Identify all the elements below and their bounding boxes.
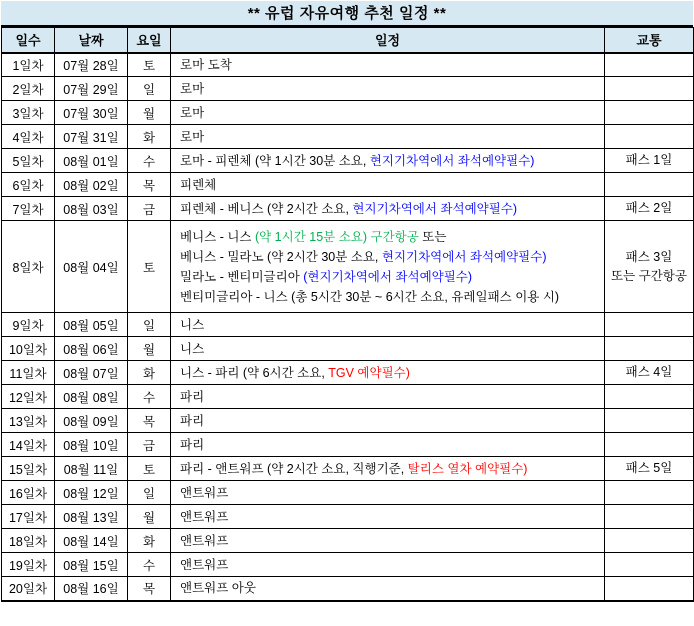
schedule-line (180, 555, 604, 575)
schedule-cell (171, 385, 605, 409)
weekday-cell: 월 (128, 101, 171, 125)
transport-cell (605, 433, 694, 457)
page-title: ** 유럽 자유여행 추천 일정 ** (1, 1, 693, 27)
table-row (2, 361, 694, 385)
weekday-cell: 금 (128, 433, 171, 457)
schedule-line (180, 227, 604, 247)
table-row (2, 481, 694, 505)
transport-cell (605, 173, 694, 197)
table-row (2, 53, 694, 77)
table-row (2, 577, 694, 601)
date-cell: 08월 01일 (55, 149, 128, 173)
schedule-cell (171, 197, 605, 221)
date-cell: 08월 08일 (55, 385, 128, 409)
schedule-cell (171, 337, 605, 361)
schedule-line (180, 199, 604, 219)
weekday-cell: 수 (128, 385, 171, 409)
schedule-segment: 앤트워프 (180, 557, 229, 572)
weekday-cell: 일 (128, 481, 171, 505)
day-cell: 13일차 (2, 409, 55, 433)
weekday-cell: 토 (128, 221, 171, 313)
transport-line: 패스 1일 (625, 153, 673, 167)
table-row (2, 313, 694, 337)
transport-cell (605, 53, 694, 77)
schedule-line (180, 79, 604, 99)
date-cell: 08월 16일 (55, 577, 128, 601)
schedule-line (180, 531, 604, 551)
schedule-segment: 피렌체 - 베니스 (약 2시간 소요, (180, 201, 353, 216)
schedule-cell (171, 53, 605, 77)
transport-cell (605, 409, 694, 433)
transport-cell (605, 361, 694, 385)
schedule-line (180, 339, 604, 359)
transport-cell (605, 313, 694, 337)
weekday-cell: 일 (128, 77, 171, 101)
day-cell: 11일차 (2, 361, 55, 385)
schedule-segment: 베니스 - 밀라노 (약 2시간 30분 소요, (180, 249, 382, 264)
schedule-line (180, 507, 604, 527)
weekday-cell: 목 (128, 577, 171, 601)
table-row (2, 149, 694, 173)
transport-cell (605, 337, 694, 361)
schedule-segment: 벤티미글리아 - 니스 (총 5시간 30분 ~ 6시간 소요, 유레일패스 이용 시) (180, 289, 560, 304)
transport-line: 패스 5일 (625, 461, 673, 475)
day-cell: 7일차 (2, 197, 55, 221)
schedule-cell (171, 77, 605, 101)
transport-cell (605, 577, 694, 601)
table-row (2, 553, 694, 577)
schedule-line (180, 435, 604, 455)
schedule-line (180, 175, 604, 195)
weekday-cell: 월 (128, 337, 171, 361)
schedule-segment: 앤트워프 (180, 485, 229, 500)
table-row (2, 457, 694, 481)
transport-cell (605, 101, 694, 125)
schedule-segment: 앤트워프 (180, 533, 229, 548)
date-cell: 07월 28일 (55, 53, 128, 77)
table-row (2, 77, 694, 101)
transport-cell (605, 125, 694, 149)
transport-cell (605, 505, 694, 529)
schedule-cell (171, 553, 605, 577)
column-header-date: 날짜 (55, 28, 128, 53)
table-row (2, 433, 694, 457)
schedule-cell (171, 577, 605, 601)
weekday-cell: 일 (128, 313, 171, 337)
weekday-cell: 목 (128, 173, 171, 197)
schedule-segment-red: TGV 예약필수) (328, 365, 410, 380)
date-cell: 08월 09일 (55, 409, 128, 433)
schedule-line (180, 411, 604, 431)
date-cell: 07월 29일 (55, 77, 128, 101)
date-cell: 08월 12일 (55, 481, 128, 505)
weekday-cell: 수 (128, 553, 171, 577)
table-row (2, 221, 694, 313)
schedule-segment: 니스 - 파리 (약 6시간 소요, (180, 365, 329, 380)
schedule-line (180, 363, 604, 383)
date-cell: 08월 03일 (55, 197, 128, 221)
schedule-segment: 파리 (180, 413, 205, 428)
schedule-line (180, 387, 604, 407)
schedule-cell (171, 125, 605, 149)
day-cell: 16일차 (2, 481, 55, 505)
day-cell: 6일차 (2, 173, 55, 197)
schedule-cell (171, 361, 605, 385)
table-row (2, 125, 694, 149)
schedule-cell (171, 433, 605, 457)
schedule-line (180, 459, 604, 479)
weekday-cell: 목 (128, 409, 171, 433)
day-cell: 18일차 (2, 529, 55, 553)
column-header-schedule: 일정 (171, 28, 605, 53)
schedule-line (180, 315, 604, 335)
table-row (2, 173, 694, 197)
date-cell: 08월 10일 (55, 433, 128, 457)
schedule-cell (171, 529, 605, 553)
schedule-segment-blue: (현지기차역에서 좌석예약필수) (303, 269, 473, 284)
date-cell: 07월 30일 (55, 101, 128, 125)
date-cell: 08월 04일 (55, 221, 128, 313)
schedule-segment: 앤트워프 아웃 (180, 581, 256, 596)
schedule-segment: 파리 (180, 437, 205, 452)
schedule-segment: 앤트워프 (180, 509, 229, 524)
schedule-segment: 니스 (180, 317, 205, 332)
schedule-segment-blue: 현지기차역에서 좌석예약필수) (352, 201, 518, 216)
day-cell: 14일차 (2, 433, 55, 457)
schedule-line (180, 247, 604, 267)
date-cell: 08월 02일 (55, 173, 128, 197)
schedule-line (180, 151, 604, 171)
weekday-cell: 금 (128, 197, 171, 221)
schedule-segment: 로마 (180, 81, 205, 96)
transport-cell (605, 221, 694, 313)
table-row (2, 505, 694, 529)
weekday-cell: 화 (128, 125, 171, 149)
day-cell: 12일차 (2, 385, 55, 409)
day-cell: 10일차 (2, 337, 55, 361)
schedule-cell (171, 101, 605, 125)
schedule-segment: 베니스 - 니스 (180, 229, 255, 244)
day-cell: 19일차 (2, 553, 55, 577)
transport-cell (605, 481, 694, 505)
transport-cell (605, 457, 694, 481)
column-header-transport: 교통 (605, 28, 694, 53)
weekday-cell: 토 (128, 53, 171, 77)
schedule-segment: 밀라노 - 벤티미글리아 (180, 269, 304, 284)
table-row (2, 529, 694, 553)
weekday-cell: 수 (128, 149, 171, 173)
schedule-segment: 파리 - 앤트워프 (약 2시간 소요, 직행기준, (180, 461, 408, 476)
schedule-line (180, 578, 604, 598)
transport-cell (605, 385, 694, 409)
schedule-line (180, 267, 604, 287)
weekday-cell: 화 (128, 361, 171, 385)
date-cell: 08월 05일 (55, 313, 128, 337)
transport-cell (605, 197, 694, 221)
transport-line: 또는 구간항공 (611, 268, 687, 283)
schedule-cell (171, 173, 605, 197)
date-cell: 08월 15일 (55, 553, 128, 577)
transport-line: 패스 3일 (625, 249, 673, 264)
table-row (2, 197, 694, 221)
date-cell: 08월 11일 (55, 457, 128, 481)
date-cell: 08월 07일 (55, 361, 128, 385)
schedule-cell (171, 505, 605, 529)
transport-line: 패스 4일 (625, 365, 673, 379)
schedule-segment: 로마 (180, 105, 205, 120)
itinerary-table (1, 27, 694, 602)
schedule-line (180, 287, 604, 307)
column-header-weekday: 요일 (128, 28, 171, 53)
day-cell: 5일차 (2, 149, 55, 173)
transport-line: 패스 2일 (625, 201, 673, 215)
schedule-line (180, 127, 604, 147)
day-cell: 2일차 (2, 77, 55, 101)
schedule-cell (171, 409, 605, 433)
schedule-segment: 로마 - 피렌체 (약 1시간 30분 소요, (180, 153, 370, 168)
weekday-cell: 토 (128, 457, 171, 481)
schedule-segment: 파리 (180, 389, 205, 404)
schedule-segment: 니스 (180, 341, 205, 356)
schedule-segment: 로마 (180, 129, 205, 144)
schedule-cell (171, 481, 605, 505)
table-row (2, 385, 694, 409)
day-cell: 15일차 (2, 457, 55, 481)
schedule-cell (171, 221, 605, 313)
day-cell: 3일차 (2, 101, 55, 125)
day-cell: 17일차 (2, 505, 55, 529)
schedule-cell (171, 457, 605, 481)
schedule-segment-blue: 현지기차역에서 좌석예약필수) (369, 153, 535, 168)
schedule-line (180, 483, 604, 503)
schedule-segment: 로마 도착 (180, 57, 232, 72)
transport-cell (605, 149, 694, 173)
table-row (2, 337, 694, 361)
schedule-segment-blue: 현지기차역에서 좌석예약필수) (381, 249, 547, 264)
schedule-cell (171, 149, 605, 173)
schedule-segment-red: 탈리스 열차 예약필수) (407, 461, 528, 476)
date-cell: 08월 14일 (55, 529, 128, 553)
weekday-cell: 월 (128, 505, 171, 529)
day-cell: 20일차 (2, 577, 55, 601)
date-cell: 08월 13일 (55, 505, 128, 529)
schedule-line (180, 55, 604, 75)
day-cell: 8일차 (2, 221, 55, 313)
day-cell: 1일차 (2, 53, 55, 77)
schedule-segment: 피렌체 (180, 177, 217, 192)
transport-cell (605, 529, 694, 553)
date-cell: 08월 06일 (55, 337, 128, 361)
day-cell: 9일차 (2, 313, 55, 337)
table-row (2, 409, 694, 433)
table-row (2, 101, 694, 125)
transport-cell (605, 553, 694, 577)
schedule-line (180, 103, 604, 123)
weekday-cell: 화 (128, 529, 171, 553)
column-header-day: 일수 (2, 28, 55, 53)
schedule-cell (171, 313, 605, 337)
header-row (2, 28, 694, 53)
day-cell: 4일차 (2, 125, 55, 149)
date-cell: 07월 31일 (55, 125, 128, 149)
schedule-segment-green: (약 1시간 15분 소요) 구간항공 (254, 229, 419, 244)
schedule-segment: 또는 (418, 229, 447, 244)
transport-cell (605, 77, 694, 101)
